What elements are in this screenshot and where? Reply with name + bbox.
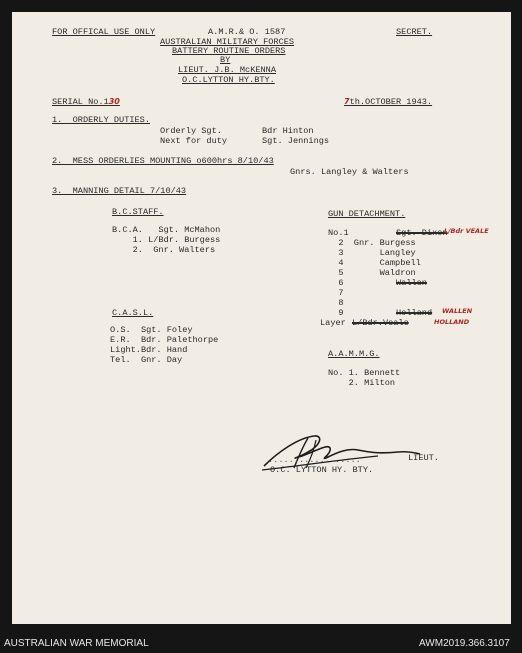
gun-row: 5 Waldron [328,268,416,278]
orderly-sgt-label: Orderly Sgt. [160,126,222,136]
aamg-heading: A.A.M.M.G. [328,349,380,359]
footer-accession-number: AWM2019.366.3107 [419,638,510,649]
gun-layer-struck-name: L/Bdr.Veale [352,318,409,328]
gun-detachment-heading: GUN DETACHMENT. [328,209,406,219]
gun-row: 6 [328,278,344,288]
bc-staff-heading: B.C.STAFF. [112,207,164,217]
gun-layer-correction: HOLLAND [434,318,470,326]
next-for-duty-name: Sgt. Jennings [262,136,330,146]
gun-row: 7 [328,288,344,298]
next-for-duty-label: Next for duty [160,136,228,146]
header-line-2: BATTERY ROUTINE ORDERS [172,46,286,56]
header-line-1: AUSTRALIAN MILITARY FORCES [160,37,295,47]
header-line-5: O.C.LYTTON HY.BTY. [182,75,275,85]
gun-row: 2 Gnr. Burgess [328,238,416,248]
casl-row: O.S. Sgt. Foley [110,325,193,335]
serial-number: SERIAL No.130 [52,97,120,107]
secret-label: SECRET. [396,27,433,37]
gun-row9-struck-name: Holland [396,308,433,318]
gun-layer-label: Layer [320,318,346,328]
casl-row: Light.Bdr. Hand [110,345,188,355]
amr-reference: A.M.R.& O. 1587 [208,27,286,37]
gun-row: 9 [328,308,344,318]
mess-orderlies-names: Gnrs. Langley & Walters [290,167,409,177]
mess-orderlies-heading: 2. MESS ORDERLIES MOUNTING o600hrs 8/10/43 [52,156,274,166]
gun-row6-struck-name: Wallen [396,278,427,288]
casl-row: E.R. Bdr. Palethorpe [110,335,219,345]
aamg-row: 2. Milton [328,378,396,388]
bc-staff-row: 1. L/Bdr. Burgess [112,235,221,245]
bc-staff-row: 2. Gnr. Walters [112,245,216,255]
header-line-4: LIEUT. J.B. McKENNA [178,65,276,75]
gun-no1-label: No.1 [328,228,349,238]
header-line-3: BY [220,55,231,65]
orderly-sgt-name: Bdr Hinton [262,126,314,136]
signature-line: .................. [268,455,361,465]
signature-rank: LIEUT. [408,453,439,463]
gun-row: 8 [328,298,344,308]
gun-no1-correction: L/Bdr VEALE [444,227,489,235]
gun-row9-correction: WALLEN [442,307,473,315]
gun-no1-struck-name: Sgt. Dixon [396,228,448,238]
document-page [12,12,511,624]
footer-institution: AUSTRALIAN WAR MEMORIAL [4,638,149,649]
signature-oc: O.C. LYTTON HY. BTY. [270,465,374,475]
casl-heading: C.A.S.L. [112,308,154,318]
serial-date: 7th.OCTOBER 1943. [344,97,433,107]
gun-row: 3 Langley [328,248,416,258]
gun-row: 4 Campbell [328,258,421,268]
aamg-row: No. 1. Bennett [328,368,401,378]
orderly-duties-heading: 1. ORDERLY DUTIES. [52,115,150,125]
casl-row: Tel. Gnr. Day [110,355,183,365]
bc-staff-row: B.C.A. Sgt. McMahon [112,225,221,235]
manning-detail-heading: 3. MANNING DETAIL 7/10/43 [52,186,187,196]
official-use-label: FOR OFFICAL USE ONLY [52,27,156,37]
